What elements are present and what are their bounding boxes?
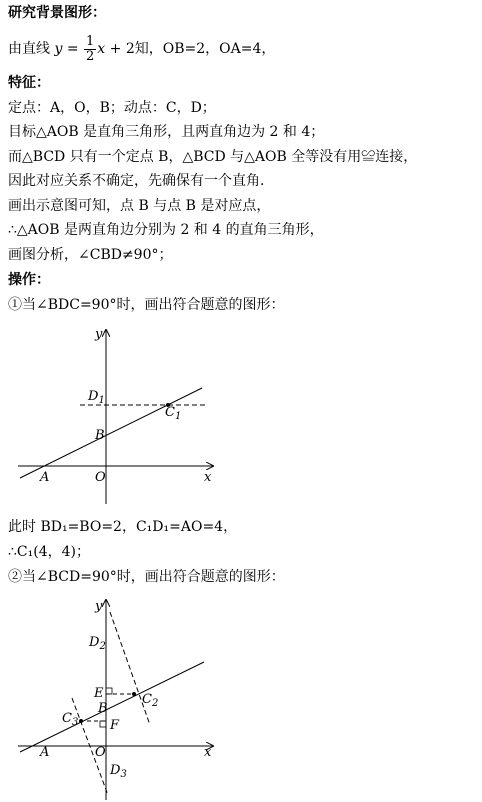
feature-line-3: 而△BCD 只有一个定点 B，△BCD 与△AOB 全等没有用≌连接， xyxy=(8,149,418,165)
given-suffix: 知， xyxy=(134,41,163,57)
result-1b: ∴C₁(4，4)； xyxy=(8,544,90,560)
feature-line-7: 画图分析，∠CBD≠90°； xyxy=(8,247,173,263)
label-x: x xyxy=(204,470,212,485)
operations-heading: 操作： xyxy=(8,272,50,288)
given-x: x xyxy=(97,41,106,57)
feature-line-1: 定点：A，O，B；动点：C，D； xyxy=(8,100,216,116)
case-1-text: ①当∠BDC=90°时，画出符合题意的图形： xyxy=(8,297,285,313)
line-graph xyxy=(20,388,202,478)
case-2-text: ②当∠BCD=90°时，画出符合题意的图形： xyxy=(8,569,285,585)
section-title: 研究背景图形： xyxy=(8,5,106,21)
label-f: F xyxy=(110,718,120,733)
figure-1 xyxy=(0,318,240,518)
feature-line-4: 因此对应关系不确定，先确保有一个直角． xyxy=(8,173,274,189)
label-y: y xyxy=(95,599,103,614)
given-prefix: 由直线 xyxy=(8,41,50,57)
right-angle-e xyxy=(106,688,112,694)
fraction-denominator: 2 xyxy=(86,48,95,64)
label-d2: $D_2$ xyxy=(89,635,106,652)
given-end: ， xyxy=(261,41,276,57)
given-ob: OB=2 xyxy=(162,41,206,57)
line-graph xyxy=(20,662,204,752)
figure-2 xyxy=(0,590,240,802)
given-oa: OA=4 xyxy=(219,41,262,57)
feature-line-6: ∴△AOB 是两直角边分别为 2 和 4 的直角三角形， xyxy=(8,222,324,238)
feature-line-5: 画出示意图可知，点 B 与点 B 是对应点， xyxy=(8,198,271,214)
dashed-line-d2c2 xyxy=(110,612,150,725)
given-sep: ， xyxy=(205,41,220,57)
features-heading: 特征： xyxy=(8,75,50,91)
label-b: B xyxy=(95,428,105,443)
label-o: O xyxy=(95,745,106,760)
given-fraction xyxy=(84,35,96,64)
label-a: A xyxy=(40,745,50,760)
label-d1: $D_1$ xyxy=(88,389,105,406)
label-d3: $D_3$ xyxy=(110,763,127,780)
point-c2 xyxy=(132,692,136,696)
point-c3 xyxy=(79,719,83,723)
label-c2: $C_2$ xyxy=(142,692,159,709)
given-plus: + 2 xyxy=(105,41,135,57)
fraction-numerator: 1 xyxy=(86,33,95,49)
label-c3: $C_3$ xyxy=(62,711,79,728)
label-x: x xyxy=(204,745,212,760)
label-e: E xyxy=(94,686,104,701)
label-o: O xyxy=(95,470,106,485)
label-c1: $C_1$ xyxy=(165,405,182,422)
feature-line-2: 目标△AOB 是直角三角形，且两直角边为 2 和 4； xyxy=(8,124,325,140)
given-eq: = xyxy=(62,41,84,57)
label-y: y xyxy=(95,327,103,342)
given-line xyxy=(8,34,275,64)
right-angle-f xyxy=(100,721,106,727)
label-a: A xyxy=(40,470,50,485)
given-y: y xyxy=(54,41,63,57)
label-b: B xyxy=(98,701,108,716)
result-1a: 此时 BD₁=BO=2，C₁D₁=AO=4， xyxy=(8,519,238,535)
